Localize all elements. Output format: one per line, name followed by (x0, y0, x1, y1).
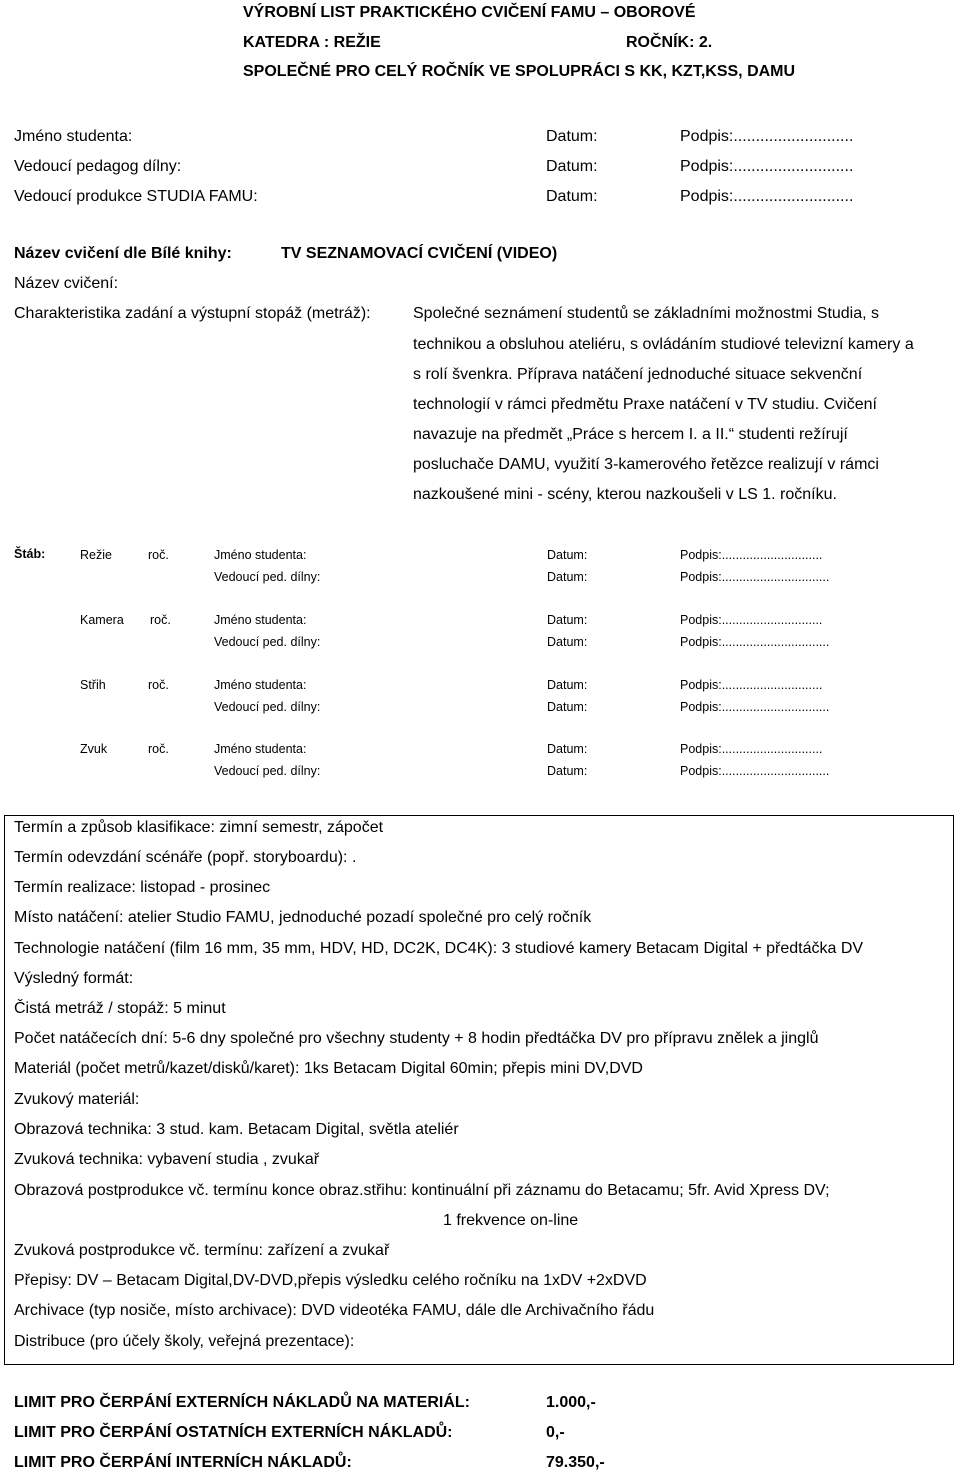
detail-line: Distribuce (pro účely školy, veřejná prezentace): (14, 1333, 355, 1350)
staff-role: Střih (80, 678, 106, 692)
staff-datum: Datum: (547, 635, 588, 649)
detail-line: Termín realizace: listopad - prosinec (14, 879, 271, 896)
detail-line: Obrazová technika: 3 stud. kam. Betacam Digital, světla ateliér (14, 1121, 459, 1138)
staff-student: Jméno studenta: (214, 678, 307, 692)
staff-vedouci: Vedoucí ped. dílny: (214, 764, 321, 778)
staff-podpis: Podpis:............................... (680, 700, 830, 714)
limit-value: 0,- (546, 1424, 565, 1441)
limit-label: LIMIT PRO ČERPÁNÍ INTERNÍCH NÁKLADŮ: (14, 1454, 352, 1471)
staff-roc: roč. (148, 548, 169, 562)
detail-line: Přepisy: DV – Betacam Digital,DV-DVD,přepis výsledku celého ročníku na 1xDV +2xDVD (14, 1272, 647, 1289)
staff-vedouci: Vedoucí ped. dílny: (214, 700, 321, 714)
detail-line: Zvuková postprodukce vč. termínu: zařízení a zvukař (14, 1242, 390, 1259)
detail-line: Výsledný formát: (14, 970, 134, 987)
staff-role: Kamera (80, 613, 124, 627)
staff-podpis: Podpis:............................... (680, 764, 830, 778)
staff-datum: Datum: (547, 764, 588, 778)
detail-line: Obrazová postprodukce vč. termínu konce obraz.střihu: kontinuální při záznamu do Betacamu; 5fr. Avid Xpress DV; (14, 1182, 830, 1199)
exercise-name-value: TV SEZNAMOVACÍ CVIČENÍ (VIDEO) (281, 245, 558, 262)
header-title: VÝROBNÍ LIST PRAKTICKÉHO CVIČENÍ FAMU – OBOROVÉ (243, 4, 696, 21)
detail-line: Počet natáčecích dní: 5-6 dny společné pro všechny studenty + 8 hodin předtáčka DV pro přípravu znělek a jinglů (14, 1030, 819, 1047)
signature-podpis: Podpis:........................... (680, 158, 854, 175)
exercise-name2-label: Název cvičení: (14, 275, 119, 292)
characteristics-line: s rolí švenkra. Příprava natáčení jednoduché situace sekvenční (413, 366, 863, 383)
staff-role: Režie (80, 548, 112, 562)
limit-label: LIMIT PRO ČERPÁNÍ OSTATNÍCH EXTERNÍCH NÁKLADŮ: (14, 1424, 453, 1441)
staff-datum: Datum: (547, 700, 588, 714)
staff-podpis: Podpis:............................. (680, 742, 823, 756)
limit-value: 79.350,- (546, 1454, 605, 1471)
limit-value: 1.000,- (546, 1394, 596, 1411)
detail-line: 1 frekvence on-line (443, 1212, 579, 1229)
staff-role: Zvuk (80, 742, 108, 756)
detail-line: Místo natáčení: atelier Studio FAMU, jednoduché pozadí společné pro celý ročník (14, 909, 592, 926)
signature-datum: Datum: (546, 128, 598, 145)
detail-line: Zvukový materiál: (14, 1091, 140, 1108)
staff-label: Štáb: (14, 547, 46, 561)
staff-roc: roč. (148, 742, 169, 756)
header-katedra: KATEDRA : REŽIE (243, 34, 381, 51)
staff-datum: Datum: (547, 548, 588, 562)
signature-podpis: Podpis:........................... (680, 128, 854, 145)
staff-student: Jméno studenta: (214, 613, 307, 627)
staff-podpis: Podpis:............................... (680, 635, 830, 649)
characteristics-line: nazkoušené mini - scény, kterou nazkoušeli v LS 1. ročníku. (413, 486, 837, 503)
detail-line: Zvuková technika: vybavení studia , zvukař (14, 1151, 320, 1168)
staff-roc: roč. (150, 613, 171, 627)
signature-label: Jméno studenta: (14, 128, 133, 145)
staff-podpis: Podpis:............................. (680, 613, 823, 627)
signature-label: Vedoucí produkce STUDIA FAMU: (14, 188, 258, 205)
signature-label: Vedoucí pedagog dílny: (14, 158, 182, 175)
staff-datum: Datum: (547, 742, 588, 756)
characteristics-line: posluchače DAMU, využití 3-kamerového řetězce realizují v rámci (413, 456, 879, 473)
exercise-characteristics-label: Charakteristika zadání a výstupní stopáž (metráž): (14, 305, 371, 322)
staff-student: Jméno studenta: (214, 548, 307, 562)
characteristics-line: technikou a obsluhou ateliéru, s ovládáním studiové televizní kamery a (413, 336, 914, 353)
staff-datum: Datum: (547, 678, 588, 692)
staff-vedouci: Vedoucí ped. dílny: (214, 570, 321, 584)
staff-podpis: Podpis:............................. (680, 548, 823, 562)
characteristics-line: navazuje na předmět „Práce s hercem I. a II.“ studenti režírují (413, 426, 848, 443)
signature-podpis: Podpis:........................... (680, 188, 854, 205)
header-rocnik: ROČNÍK: 2. (626, 34, 713, 51)
detail-line: Termín odevzdání scénáře (popř. storyboardu): . (14, 849, 357, 866)
characteristics-line: technologií v rámci předmětu Praxe natáčení v TV studiu. Cvičení (413, 396, 877, 413)
signature-datum: Datum: (546, 158, 598, 175)
staff-datum: Datum: (547, 570, 588, 584)
signature-datum: Datum: (546, 188, 598, 205)
detail-line: Termín a způsob klasifikace: zimní semestr, zápočet (14, 819, 384, 836)
staff-vedouci: Vedoucí ped. dílny: (214, 635, 321, 649)
detail-line: Materiál (počet metrů/kazet/disků/karet): 1ks Betacam Digital 60min; přepis mini DV,DVD (14, 1060, 643, 1077)
detail-line: Archivace (typ nosiče, místo archivace): DVD videotéka FAMU, dále dle Archivačního řádu (14, 1302, 655, 1319)
staff-roc: roč. (148, 678, 169, 692)
staff-student: Jméno studenta: (214, 742, 307, 756)
staff-datum: Datum: (547, 613, 588, 627)
detail-line: Technologie natáčení (film 16 mm, 35 mm, HDV, HD, DC2K, DC4K): 3 studiové kamery Betacam Digital + předtáčka DV (14, 940, 864, 957)
staff-podpis: Podpis:............................... (680, 570, 830, 584)
staff-podpis: Podpis:............................. (680, 678, 823, 692)
limit-label: LIMIT PRO ČERPÁNÍ EXTERNÍCH NÁKLADŮ NA MATERIÁL: (14, 1394, 470, 1411)
exercise-name-label: Název cvičení dle Bílé knihy: (14, 245, 232, 262)
header-subtitle: SPOLEČNÉ PRO CELÝ ROČNÍK VE SPOLUPRÁCI S KK, KZT,KSS, DAMU (243, 63, 796, 80)
characteristics-line: Společné seznámení studentů se základními možnostmi Studia, s (413, 305, 880, 322)
detail-line: Čistá metráž / stopáž: 5 minut (14, 1000, 226, 1017)
